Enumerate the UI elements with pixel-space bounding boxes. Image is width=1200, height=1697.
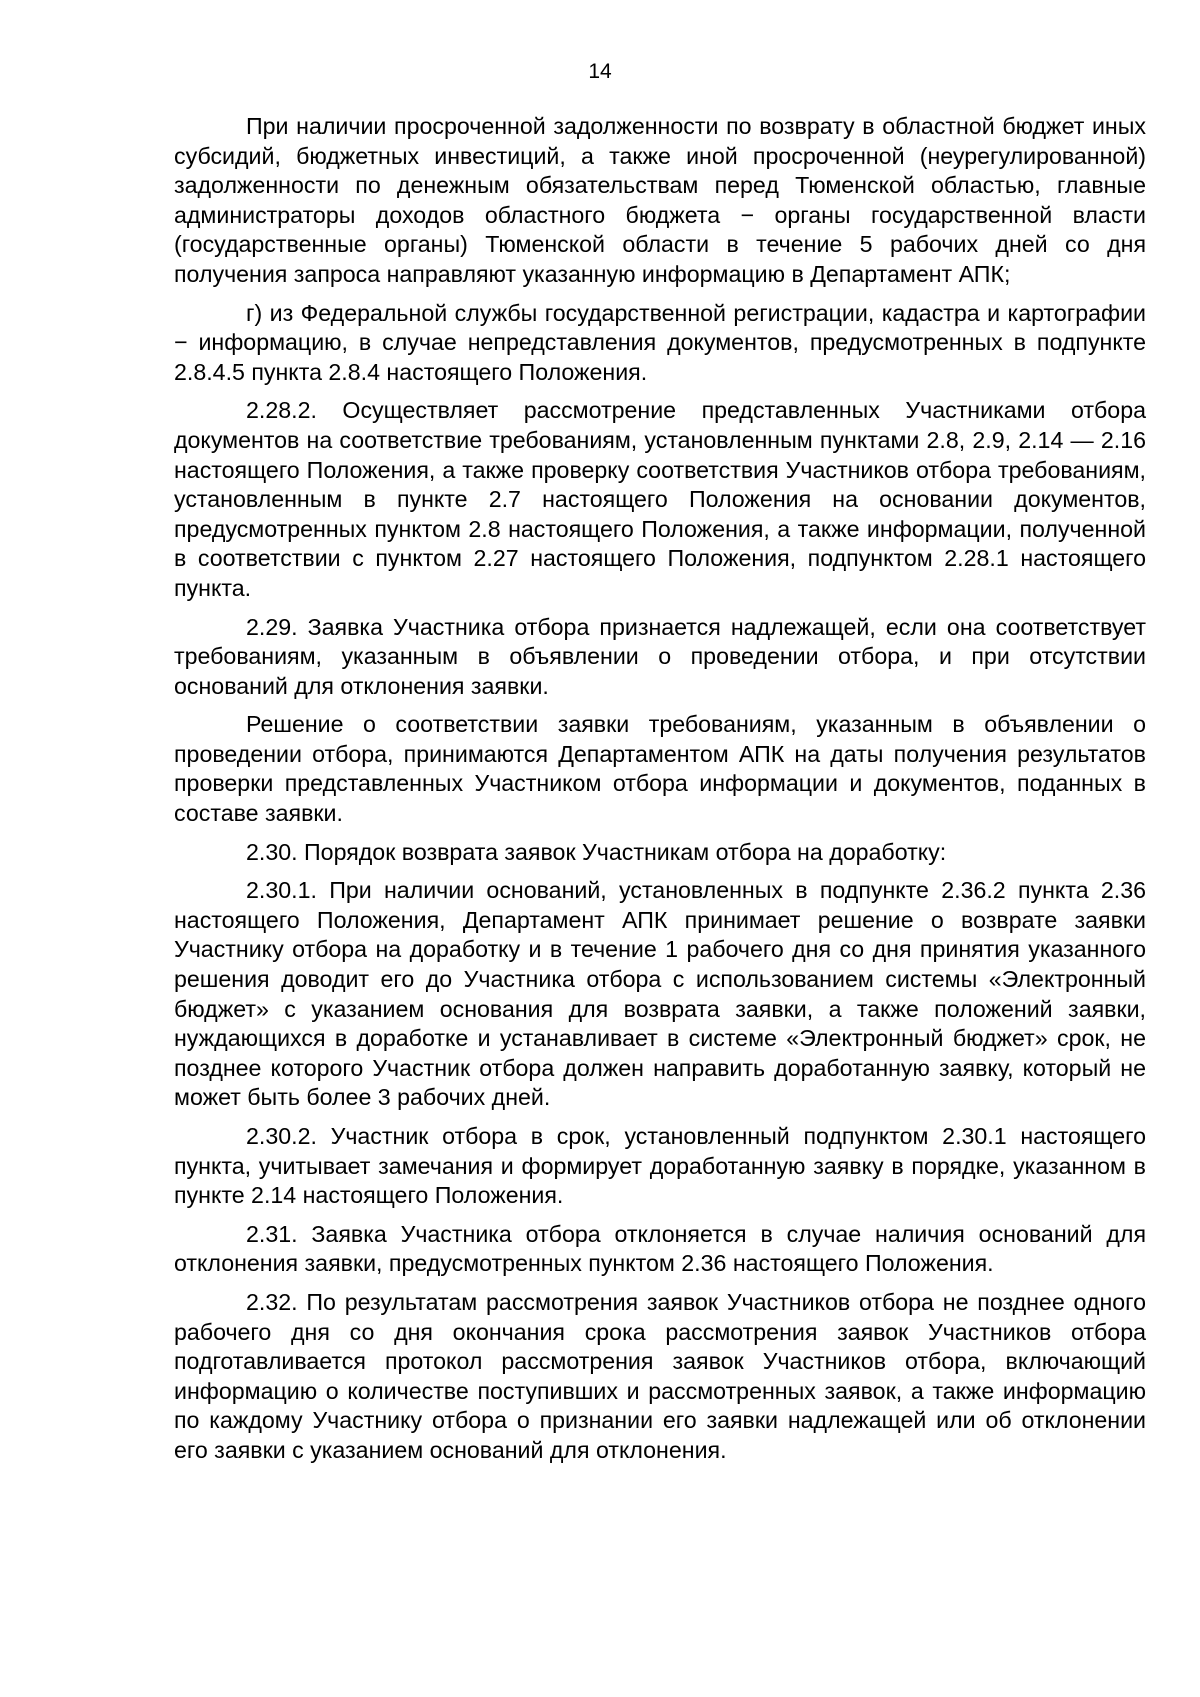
paragraph-2-30-2: 2.30.2. Участник отбора в срок, установленный подпунктом 2.30.1 настоящего пункта, учитывает замечания и формирует доработанную заявку в порядке, указанном в пункте 2.14 настоящего Положения.: [174, 1123, 1146, 1209]
page-number: 14: [588, 60, 612, 83]
document-body: [174, 112, 1146, 1475]
paragraph-2-30: 2.30. Порядок возврата заявок Участникам отбора на доработку:: [246, 838, 947, 865]
paragraph-2-31: 2.31. Заявка Участника отбора отклоняется в случае наличия оснований для отклонения заявки, предусмотренных пунктом 2.36 настоящего Положения.: [174, 1220, 1146, 1277]
paragraph-rosreestr-info: г) из Федеральной службы государственной регистрации, кадастра и картографии − информацию, в случае непредставления документов, предусмотренных в подпункте 2.8.4.5 пункта 2.8.4 настоящего Положения.: [174, 299, 1146, 385]
paragraph-2-28-2: 2.28.2. Осуществляет рассмотрение представленных Участниками отбора документов на соответствие требованиям, установленным пунктами 2.8, 2.9, 2.14 — 2.16 настоящего Положения, а также проверку соответствия Участников отбора требованиям, установленным в пункте 2.7 настоящего Положения на основании документов, предусмотренных пунктом 2.8 настоящего Положения, а также информации, полученной в соответствии с пунктом 2.27 настоящего Положения, подпунктом 2.28.1 настоящего пункта.: [174, 397, 1146, 601]
paragraph-2-29-decision: Решение о соответствии заявки требованиям, указанным в объявлении о проведении отбора, принимаются Департаментом АПК на даты получения результатов проверки представленных Участником отбора информации и документов, поданных в составе заявки.: [174, 711, 1146, 827]
paragraph-overdue-debt-info: При наличии просроченной задолженности по возврату в областной бюджет иных субсидий, бюджетных инвестиций, а также иной просроченной (неурегулированной) задолженности по денежным обязательствам перед Тюменской областью, главные администраторы доходов областного бюджета − органы государственной власти (государственные органы) Тюменской области в течение 5 рабочих дней со дня получения запроса направляют указанную информацию в Департамент АПК;: [174, 113, 1146, 287]
paragraph-2-30-1: 2.30.1. При наличии оснований, установленных в подпункте 2.36.2 пункта 2.36 настоящего Положения, Департамент АПК принимает решение о возврате заявки Участнику отбора на доработку и в течение 1 рабочего дня со дня принятия указанного решения доводит его до Участника отбора с использованием системы «Электронный бюджет» с указанием основания для возврата заявки, а также положений заявки, нуждающихся в доработке и устанавливает в системе «Электронный бюджет» срок, не позднее которого Участник отбора должен направить доработанную заявку, который не может быть более 3 рабочих дней.: [174, 877, 1146, 1111]
paragraph-2-32: 2.32. По результатам рассмотрения заявок Участников отбора не позднее одного рабочего дня со дня окончания срока рассмотрения заявок Участников отбора подготавливается протокол рассмотрения заявок Участников отбора, включающий информацию о количестве поступивших и рассмотренных заявок, а также информацию по каждому Участнику отбора о признании его заявки надлежащей или об отклонении его заявки с указанием оснований для отклонения.: [174, 1288, 1146, 1463]
paragraph-2-29: 2.29. Заявка Участника отбора признается надлежащей, если она соответствует требованиям, указанным в объявлении о проведении отбора, и при отсутствии оснований для отклонения заявки.: [174, 613, 1146, 699]
